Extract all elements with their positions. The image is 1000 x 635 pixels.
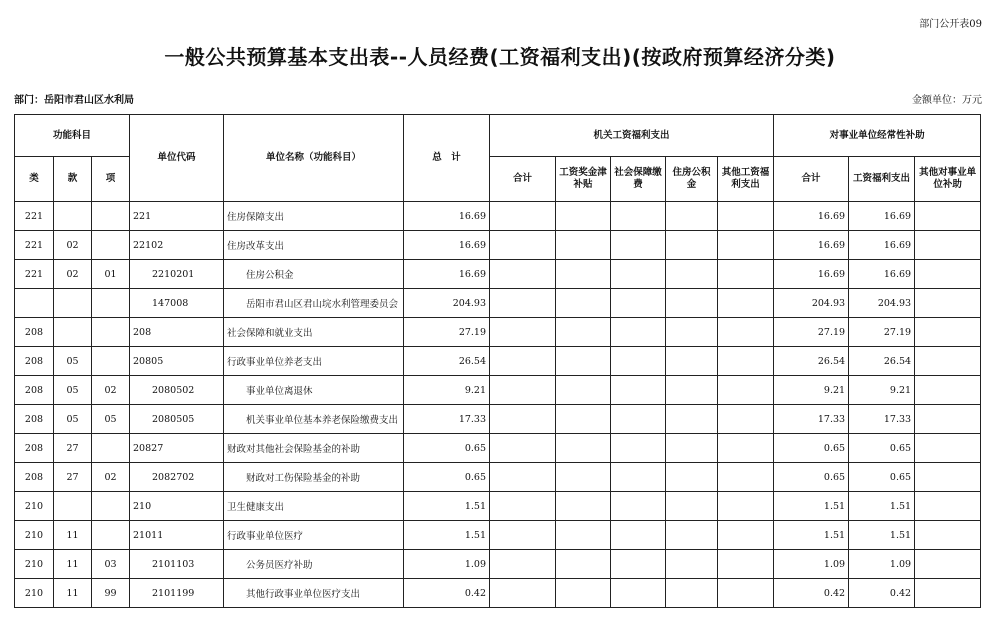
cell-kuan: 27 bbox=[54, 463, 92, 492]
cell-unit-code: 2210201 bbox=[130, 260, 224, 289]
cell-xiang: 03 bbox=[92, 550, 130, 579]
department-label: 部门：岳阳市君山区水利局 bbox=[14, 95, 134, 106]
cell-agency-housing bbox=[666, 260, 718, 289]
cell-unit-code: 21011 bbox=[130, 521, 224, 550]
cell-institution-wage: 9.21 bbox=[849, 376, 915, 405]
cell-kuan: 27 bbox=[54, 434, 92, 463]
cell-lei: 208 bbox=[15, 318, 54, 347]
cell-agency-housing bbox=[666, 405, 718, 434]
cell-unit-code: 2082702 bbox=[130, 463, 224, 492]
table-row bbox=[15, 289, 981, 318]
form-number: 部门公开表09 bbox=[919, 19, 982, 30]
cell-unit-name: 社会保障和就业支出 bbox=[224, 318, 404, 347]
cell-agency-other bbox=[718, 318, 774, 347]
cell-institution-subtotal: 27.19 bbox=[774, 318, 849, 347]
cell-lei: 208 bbox=[15, 347, 54, 376]
cell-unit-code: 2101199 bbox=[130, 579, 224, 608]
cell-institution-other bbox=[915, 434, 981, 463]
cell-unit-code: 208 bbox=[130, 318, 224, 347]
cell-agency-housing bbox=[666, 347, 718, 376]
cell-total: 9.21 bbox=[404, 376, 490, 405]
cell-lei: 208 bbox=[15, 376, 54, 405]
header-subtotal: 合计 bbox=[490, 157, 556, 202]
cell-institution-subtotal: 9.21 bbox=[774, 376, 849, 405]
cell-total: 204.93 bbox=[404, 289, 490, 318]
cell-agency-social bbox=[611, 260, 666, 289]
cell-agency-subtotal bbox=[490, 434, 556, 463]
cell-kuan: 11 bbox=[54, 579, 92, 608]
cell-agency-social bbox=[611, 434, 666, 463]
cell-xiang bbox=[92, 492, 130, 521]
cell-xiang bbox=[92, 521, 130, 550]
cell-institution-wage: 0.65 bbox=[849, 463, 915, 492]
cell-unit-name: 住房保障支出 bbox=[224, 202, 404, 231]
table-row bbox=[15, 579, 981, 608]
cell-institution-wage: 0.42 bbox=[849, 579, 915, 608]
cell-lei: 221 bbox=[15, 202, 54, 231]
cell-total: 1.09 bbox=[404, 550, 490, 579]
cell-agency-other bbox=[718, 376, 774, 405]
cell-agency-wage bbox=[556, 463, 611, 492]
cell-unit-name: 机关事业单位基本养老保险缴费支出 bbox=[224, 405, 404, 434]
cell-agency-other bbox=[718, 550, 774, 579]
cell-agency-wage bbox=[556, 521, 611, 550]
cell-xiang: 99 bbox=[92, 579, 130, 608]
table-row bbox=[15, 376, 981, 405]
cell-institution-other bbox=[915, 579, 981, 608]
cell-institution-subtotal: 26.54 bbox=[774, 347, 849, 376]
cell-institution-wage: 1.51 bbox=[849, 521, 915, 550]
cell-agency-subtotal bbox=[490, 579, 556, 608]
cell-xiang bbox=[92, 231, 130, 260]
header-other-subsidy: 其他对事业单位补助 bbox=[915, 157, 981, 202]
cell-unit-code: 2101103 bbox=[130, 550, 224, 579]
header-housing-fund: 住房公积金 bbox=[666, 157, 718, 202]
cell-agency-wage bbox=[556, 434, 611, 463]
cell-agency-subtotal bbox=[490, 347, 556, 376]
cell-agency-social bbox=[611, 550, 666, 579]
table-row bbox=[15, 318, 981, 347]
cell-unit-code: 22102 bbox=[130, 231, 224, 260]
cell-unit-name: 财政对其他社会保险基金的补助 bbox=[224, 434, 404, 463]
header-function-subject: 功能科目 bbox=[15, 115, 130, 157]
cell-total: 16.69 bbox=[404, 202, 490, 231]
cell-institution-subtotal: 0.42 bbox=[774, 579, 849, 608]
cell-agency-wage bbox=[556, 260, 611, 289]
table-row bbox=[15, 521, 981, 550]
cell-institution-wage: 204.93 bbox=[849, 289, 915, 318]
cell-unit-name: 住房公积金 bbox=[224, 260, 404, 289]
header-kuan: 款 bbox=[54, 157, 92, 202]
cell-agency-subtotal bbox=[490, 405, 556, 434]
cell-agency-other bbox=[718, 463, 774, 492]
cell-agency-other bbox=[718, 405, 774, 434]
cell-total: 16.69 bbox=[404, 260, 490, 289]
cell-agency-other bbox=[718, 231, 774, 260]
cell-lei: 208 bbox=[15, 463, 54, 492]
cell-institution-subtotal: 0.65 bbox=[774, 463, 849, 492]
table-row bbox=[15, 202, 981, 231]
cell-agency-social bbox=[611, 202, 666, 231]
cell-kuan: 11 bbox=[54, 521, 92, 550]
cell-institution-subtotal: 17.33 bbox=[774, 405, 849, 434]
cell-agency-subtotal bbox=[490, 463, 556, 492]
cell-kuan: 05 bbox=[54, 347, 92, 376]
header-group-agency-wages: 机关工资福利支出 bbox=[490, 115, 774, 157]
cell-agency-subtotal bbox=[490, 521, 556, 550]
cell-agency-social bbox=[611, 347, 666, 376]
cell-unit-name: 其他行政事业单位医疗支出 bbox=[224, 579, 404, 608]
cell-institution-wage: 16.69 bbox=[849, 260, 915, 289]
cell-unit-code: 20827 bbox=[130, 434, 224, 463]
cell-kuan: 05 bbox=[54, 376, 92, 405]
cell-agency-other bbox=[718, 492, 774, 521]
header-xiang: 项 bbox=[92, 157, 130, 202]
cell-institution-other bbox=[915, 318, 981, 347]
table-body bbox=[15, 202, 981, 608]
cell-agency-housing bbox=[666, 521, 718, 550]
cell-kuan: 11 bbox=[54, 550, 92, 579]
cell-lei: 210 bbox=[15, 492, 54, 521]
cell-xiang: 02 bbox=[92, 376, 130, 405]
cell-agency-subtotal bbox=[490, 550, 556, 579]
cell-agency-wage bbox=[556, 289, 611, 318]
cell-institution-other bbox=[915, 405, 981, 434]
cell-agency-subtotal bbox=[490, 289, 556, 318]
cell-agency-wage bbox=[556, 579, 611, 608]
cell-institution-subtotal: 204.93 bbox=[774, 289, 849, 318]
cell-agency-social bbox=[611, 579, 666, 608]
cell-institution-other bbox=[915, 550, 981, 579]
currency-unit-label: 金额单位：万元 bbox=[912, 95, 982, 106]
cell-total: 0.65 bbox=[404, 463, 490, 492]
cell-lei: 210 bbox=[15, 521, 54, 550]
cell-xiang: 01 bbox=[92, 260, 130, 289]
header-subtotal-2: 合计 bbox=[774, 157, 849, 202]
cell-institution-subtotal: 1.51 bbox=[774, 492, 849, 521]
cell-institution-other bbox=[915, 376, 981, 405]
cell-agency-subtotal bbox=[490, 260, 556, 289]
cell-agency-wage bbox=[556, 550, 611, 579]
header-social-security: 社会保障缴费 bbox=[611, 157, 666, 202]
cell-agency-subtotal bbox=[490, 492, 556, 521]
cell-total: 16.69 bbox=[404, 231, 490, 260]
cell-unit-code: 2080502 bbox=[130, 376, 224, 405]
cell-unit-code: 221 bbox=[130, 202, 224, 231]
cell-kuan: 05 bbox=[54, 405, 92, 434]
cell-agency-wage bbox=[556, 318, 611, 347]
cell-agency-subtotal bbox=[490, 376, 556, 405]
budget-table bbox=[14, 114, 981, 608]
cell-agency-social bbox=[611, 492, 666, 521]
cell-lei: 208 bbox=[15, 434, 54, 463]
cell-agency-other bbox=[718, 347, 774, 376]
cell-unit-name: 岳阳市君山区君山垸水利管理委员会 bbox=[224, 289, 404, 318]
cell-agency-wage bbox=[556, 492, 611, 521]
cell-agency-social bbox=[611, 521, 666, 550]
cell-agency-other bbox=[718, 579, 774, 608]
cell-agency-housing bbox=[666, 202, 718, 231]
cell-xiang: 02 bbox=[92, 463, 130, 492]
cell-agency-housing bbox=[666, 231, 718, 260]
cell-unit-name: 卫生健康支出 bbox=[224, 492, 404, 521]
cell-institution-other bbox=[915, 289, 981, 318]
cell-xiang bbox=[92, 202, 130, 231]
cell-agency-housing bbox=[666, 434, 718, 463]
cell-unit-name: 行政事业单位医疗 bbox=[224, 521, 404, 550]
header-wage-bonus: 工资奖金津补贴 bbox=[556, 157, 611, 202]
cell-agency-other bbox=[718, 289, 774, 318]
cell-institution-subtotal: 16.69 bbox=[774, 260, 849, 289]
cell-agency-wage bbox=[556, 231, 611, 260]
cell-kuan bbox=[54, 492, 92, 521]
cell-total: 0.42 bbox=[404, 579, 490, 608]
cell-agency-subtotal bbox=[490, 318, 556, 347]
cell-kuan bbox=[54, 318, 92, 347]
cell-institution-other bbox=[915, 521, 981, 550]
cell-unit-name: 公务员医疗补助 bbox=[224, 550, 404, 579]
cell-agency-other bbox=[718, 521, 774, 550]
cell-total: 26.54 bbox=[404, 347, 490, 376]
table-row bbox=[15, 405, 981, 434]
cell-lei: 221 bbox=[15, 260, 54, 289]
table-row bbox=[15, 463, 981, 492]
cell-unit-code: 2080505 bbox=[130, 405, 224, 434]
cell-agency-subtotal bbox=[490, 231, 556, 260]
cell-xiang bbox=[92, 318, 130, 347]
cell-agency-social bbox=[611, 318, 666, 347]
cell-total: 1.51 bbox=[404, 521, 490, 550]
cell-institution-other bbox=[915, 202, 981, 231]
table-row bbox=[15, 550, 981, 579]
table-row bbox=[15, 492, 981, 521]
cell-agency-wage bbox=[556, 202, 611, 231]
header-total: 总 计 bbox=[404, 115, 490, 202]
cell-agency-wage bbox=[556, 405, 611, 434]
cell-total: 27.19 bbox=[404, 318, 490, 347]
cell-institution-wage: 16.69 bbox=[849, 202, 915, 231]
cell-agency-other bbox=[718, 202, 774, 231]
cell-institution-wage: 26.54 bbox=[849, 347, 915, 376]
table-row bbox=[15, 434, 981, 463]
cell-agency-housing bbox=[666, 550, 718, 579]
cell-unit-name: 财政对工伤保险基金的补助 bbox=[224, 463, 404, 492]
cell-xiang bbox=[92, 347, 130, 376]
cell-total: 0.65 bbox=[404, 434, 490, 463]
table-row bbox=[15, 260, 981, 289]
cell-institution-other bbox=[915, 347, 981, 376]
cell-institution-subtotal: 16.69 bbox=[774, 231, 849, 260]
header-unit-code: 单位代码 bbox=[130, 115, 224, 202]
cell-institution-wage: 27.19 bbox=[849, 318, 915, 347]
cell-institution-other bbox=[915, 231, 981, 260]
cell-xiang: 05 bbox=[92, 405, 130, 434]
cell-institution-subtotal: 1.51 bbox=[774, 521, 849, 550]
header-other-wage: 其他工资福利支出 bbox=[718, 157, 774, 202]
table-row bbox=[15, 231, 981, 260]
cell-agency-other bbox=[718, 260, 774, 289]
cell-agency-subtotal bbox=[490, 202, 556, 231]
cell-xiang bbox=[92, 289, 130, 318]
cell-institution-subtotal: 0.65 bbox=[774, 434, 849, 463]
cell-kuan: 02 bbox=[54, 231, 92, 260]
page-title: 一般公共预算基本支出表--人员经费(工资福利支出)(按政府预算经济分类) bbox=[164, 45, 836, 69]
cell-lei: 210 bbox=[15, 550, 54, 579]
header-lei: 类 bbox=[15, 157, 54, 202]
cell-agency-social bbox=[611, 289, 666, 318]
cell-total: 17.33 bbox=[404, 405, 490, 434]
cell-institution-wage: 16.69 bbox=[849, 231, 915, 260]
cell-kuan bbox=[54, 289, 92, 318]
cell-xiang bbox=[92, 434, 130, 463]
cell-lei: 210 bbox=[15, 579, 54, 608]
cell-agency-social bbox=[611, 463, 666, 492]
cell-lei: 221 bbox=[15, 231, 54, 260]
cell-agency-housing bbox=[666, 376, 718, 405]
cell-lei bbox=[15, 289, 54, 318]
cell-institution-wage: 0.65 bbox=[849, 434, 915, 463]
cell-agency-housing bbox=[666, 492, 718, 521]
cell-institution-subtotal: 16.69 bbox=[774, 202, 849, 231]
cell-unit-name: 行政事业单位养老支出 bbox=[224, 347, 404, 376]
cell-institution-other bbox=[915, 492, 981, 521]
cell-agency-housing bbox=[666, 318, 718, 347]
cell-agency-social bbox=[611, 376, 666, 405]
cell-institution-subtotal: 1.09 bbox=[774, 550, 849, 579]
cell-agency-wage bbox=[556, 347, 611, 376]
cell-unit-code: 20805 bbox=[130, 347, 224, 376]
cell-kuan bbox=[54, 202, 92, 231]
cell-agency-housing bbox=[666, 289, 718, 318]
cell-unit-name: 住房改革支出 bbox=[224, 231, 404, 260]
cell-unit-name: 事业单位离退休 bbox=[224, 376, 404, 405]
cell-kuan: 02 bbox=[54, 260, 92, 289]
cell-total: 1.51 bbox=[404, 492, 490, 521]
header-group-institution-subsidy: 对事业单位经常性补助 bbox=[774, 115, 981, 157]
cell-institution-other bbox=[915, 260, 981, 289]
cell-unit-code: 147008 bbox=[130, 289, 224, 318]
cell-agency-social bbox=[611, 231, 666, 260]
cell-agency-social bbox=[611, 405, 666, 434]
header-unit-name: 单位名称（功能科目） bbox=[224, 115, 404, 202]
cell-institution-wage: 1.51 bbox=[849, 492, 915, 521]
cell-agency-wage bbox=[556, 376, 611, 405]
cell-lei: 208 bbox=[15, 405, 54, 434]
cell-agency-other bbox=[718, 434, 774, 463]
header-wage-welfare: 工资福利支出 bbox=[849, 157, 915, 202]
cell-institution-other bbox=[915, 463, 981, 492]
cell-institution-wage: 17.33 bbox=[849, 405, 915, 434]
cell-unit-code: 210 bbox=[130, 492, 224, 521]
cell-agency-housing bbox=[666, 463, 718, 492]
cell-agency-housing bbox=[666, 579, 718, 608]
cell-institution-wage: 1.09 bbox=[849, 550, 915, 579]
table-row bbox=[15, 347, 981, 376]
